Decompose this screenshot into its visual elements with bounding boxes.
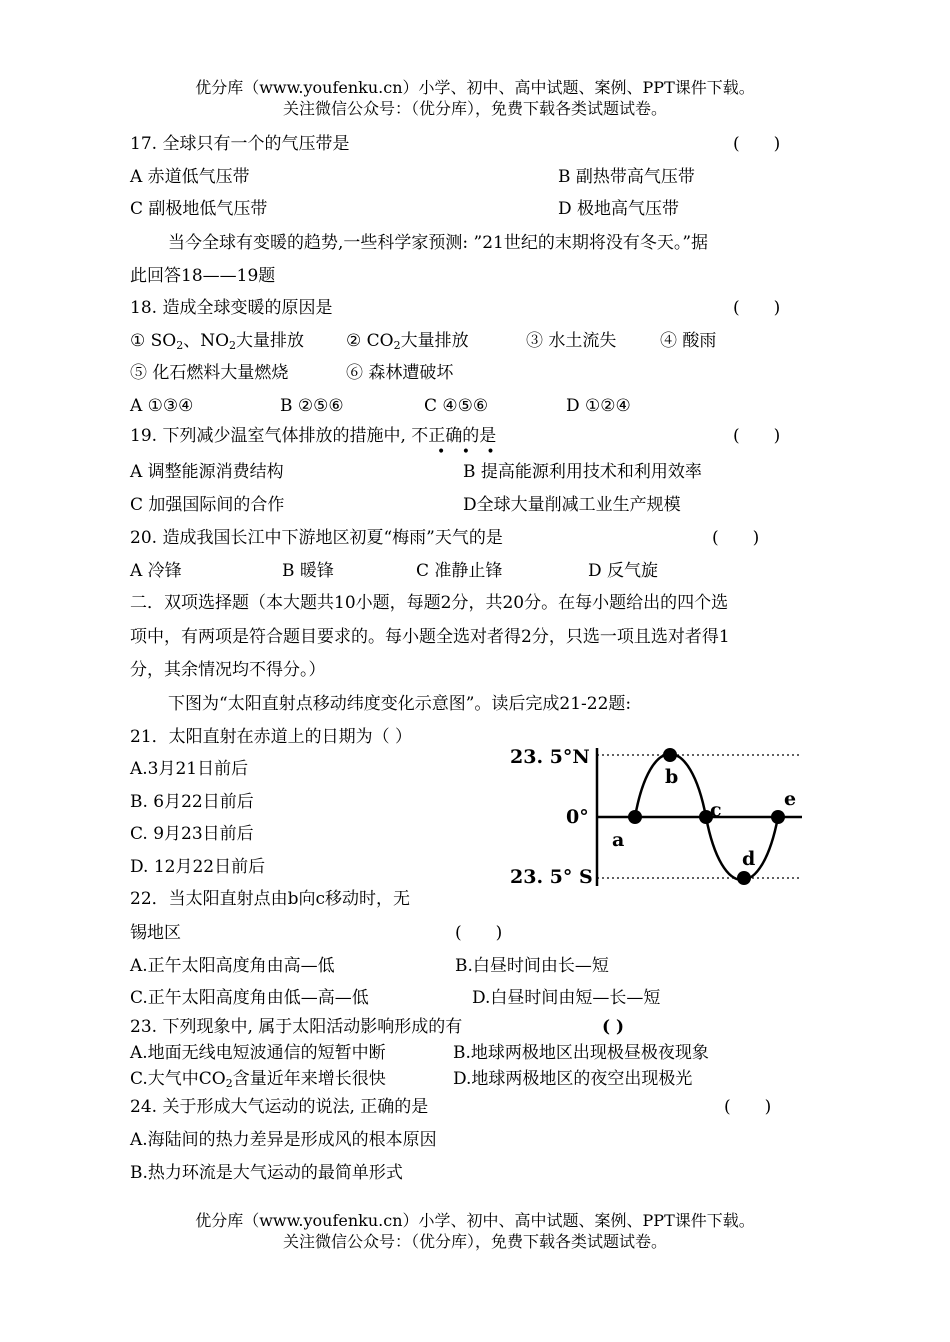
header-line-2: 关注微信公众号：（优分库），免费下载各类试题试卷。 <box>282 99 667 118</box>
q22-stem-line-2: 锡地区 <box>130 923 181 943</box>
q20-stem: 20. 造成我国长江中下游地区初夏“梅雨”天气的是 <box>130 528 503 548</box>
q18-answer-paren: ( ) <box>733 298 781 318</box>
q17-option-d: D 极地高气压带 <box>558 199 680 219</box>
q19-option-a: A 调整能源消费结构 <box>130 462 284 482</box>
q20-option-c: C 准静止锋 <box>416 561 503 581</box>
figure-point-a <box>628 810 642 824</box>
q17-stem: 17. 全球只有一个的气压带是 <box>130 134 350 154</box>
q18-item-4: ④ 酸雨 <box>660 331 717 351</box>
q22-option-a: A.正午太阳高度角由高—低 <box>130 956 335 976</box>
q21-option-b: B. 6月22日前后 <box>130 792 254 812</box>
figure-point-b-label: b <box>665 766 679 788</box>
figure-point-d <box>737 871 751 885</box>
q18-option-a: A ①③④ <box>130 396 194 416</box>
footer-line-2: 关注微信公众号：（优分库），免费下载各类试题试卷。 <box>282 1232 667 1251</box>
q23-option-c: C.大气中$CO_2$含量近年来增长很快 <box>130 1069 386 1090</box>
q20-option-b: B 暖锋 <box>282 561 334 581</box>
q18-item-1: ① $SO_2$、$NO_2$大量排放 <box>130 331 305 352</box>
q24-stem: 24. 关于形成大气运动的说法, 正确的是 <box>130 1097 429 1117</box>
sun-direct-point-figure <box>500 738 810 898</box>
q21-option-d: D. 12月22日前后 <box>130 857 266 877</box>
q21-option-c: C. 9月23日前后 <box>130 824 254 844</box>
figure-intro: 下图为“太阳直射点移动纬度变化示意图”。读后完成21-22题: <box>168 694 632 714</box>
q21-stem: 21．太阳直射在赤道上的日期为（ ） <box>130 727 413 747</box>
figure-point-c-label: c <box>710 799 722 821</box>
q24-option-a: A.海陆间的热力差异是形成风的根本原因 <box>130 1130 437 1150</box>
q23-option-b: B.地球两极地区出现极昼极夜现象 <box>453 1043 709 1063</box>
q20-option-d: D 反气旋 <box>588 561 659 581</box>
q21-option-a: A.3月21日前后 <box>130 759 249 779</box>
passage-line-1: 当今全球有变暖的趋势,一些科学家预测: ”21世纪的末期将没有冬天。”据 <box>168 233 709 253</box>
q17-option-c: C 副极地低气压带 <box>130 199 268 219</box>
q18-option-b: B ②⑤⑥ <box>280 396 344 416</box>
figure-point-b <box>663 748 677 762</box>
q22-stem-line-1: 22．当太阳直射点由b向c移动时，无 <box>130 889 411 909</box>
q23-option-d: D.地球两极地区的夜空出现极光 <box>453 1069 693 1089</box>
q17-option-b: B 副热带高气压带 <box>558 167 695 187</box>
header-line-1: 优分库（www.youfenku.cn）小学、初中、高中试题、案例、PPT课件下载。 <box>195 78 755 97</box>
q19-answer-paren: ( ) <box>733 426 781 446</box>
passage-line-2: 此回答18——19题 <box>130 266 276 286</box>
q18-item-5: ⑤ 化石燃料大量燃烧 <box>130 363 289 383</box>
q20-option-a: A 冷锋 <box>130 561 182 581</box>
footer-line-1: 优分库（www.youfenku.cn）小学、初中、高中试题、案例、PPT课件下载。 <box>195 1211 755 1230</box>
q23-option-a: A.地面无线电短波通信的短暂中断 <box>130 1043 386 1063</box>
q19-emphasis-dots: • • • <box>437 444 501 460</box>
figure-point-a-label: a <box>612 829 625 851</box>
q22-option-d: D.白昼时间由短—长—短 <box>472 988 661 1008</box>
figure-point-e <box>771 810 785 824</box>
q24-answer-paren: ( ) <box>724 1097 772 1117</box>
q17-answer-paren: ( ) <box>733 134 781 154</box>
q22-option-c: C.正午太阳高度角由低—高—低 <box>130 988 369 1008</box>
q19-stem: 19. 下列减少温室气体排放的措施中, 不正确的是 <box>130 426 497 446</box>
q17-option-a: A 赤道低气压带 <box>130 167 250 187</box>
q22-answer-paren: ( ) <box>455 923 503 943</box>
section2-line-3: 分，其余情况均不得分。） <box>130 660 326 680</box>
figure-label-south: 23. 5° S <box>510 866 593 888</box>
q22-option-b: B.白昼时间由长—短 <box>455 956 609 976</box>
q18-stem: 18. 造成全球变暖的原因是 <box>130 298 333 318</box>
figure-label-north: 23. 5°N <box>510 746 590 768</box>
q18-item-3: ③ 水土流失 <box>526 331 617 351</box>
q23-stem: 23. 下列现象中, 属于太阳活动影响形成的有 <box>130 1017 463 1037</box>
section2-line-2: 项中，有两项是符合题目要求的。每小题全选对者得2分，只选一项且选对者得1 <box>130 627 730 647</box>
figure-point-d-label: d <box>742 848 756 870</box>
figure-label-equator: 0° <box>566 806 589 828</box>
q19-option-b: B 提高能源利用技术和利用效率 <box>463 462 702 482</box>
figure-point-e-label: e <box>784 788 797 810</box>
q19-option-d: D全球大量削减工业生产规模 <box>463 495 681 515</box>
q20-answer-paren: ( ) <box>712 528 760 548</box>
q18-option-d: D ①②④ <box>566 396 631 416</box>
q18-item-6: ⑥ 森林遭破坏 <box>346 363 454 383</box>
q23-answer-paren: ( ) <box>602 1017 625 1037</box>
q18-item-2: ② $CO_2$大量排放 <box>346 331 469 352</box>
q18-option-c: C ④⑤⑥ <box>424 396 489 416</box>
section2-line-1: 二．双项选择题（本大题共10小题，每题2分，共20分。在每小题给出的四个选 <box>130 593 729 613</box>
q24-option-b: B.热力环流是大气运动的最简单形式 <box>130 1163 403 1183</box>
q19-option-c: C 加强国际间的合作 <box>130 495 285 515</box>
